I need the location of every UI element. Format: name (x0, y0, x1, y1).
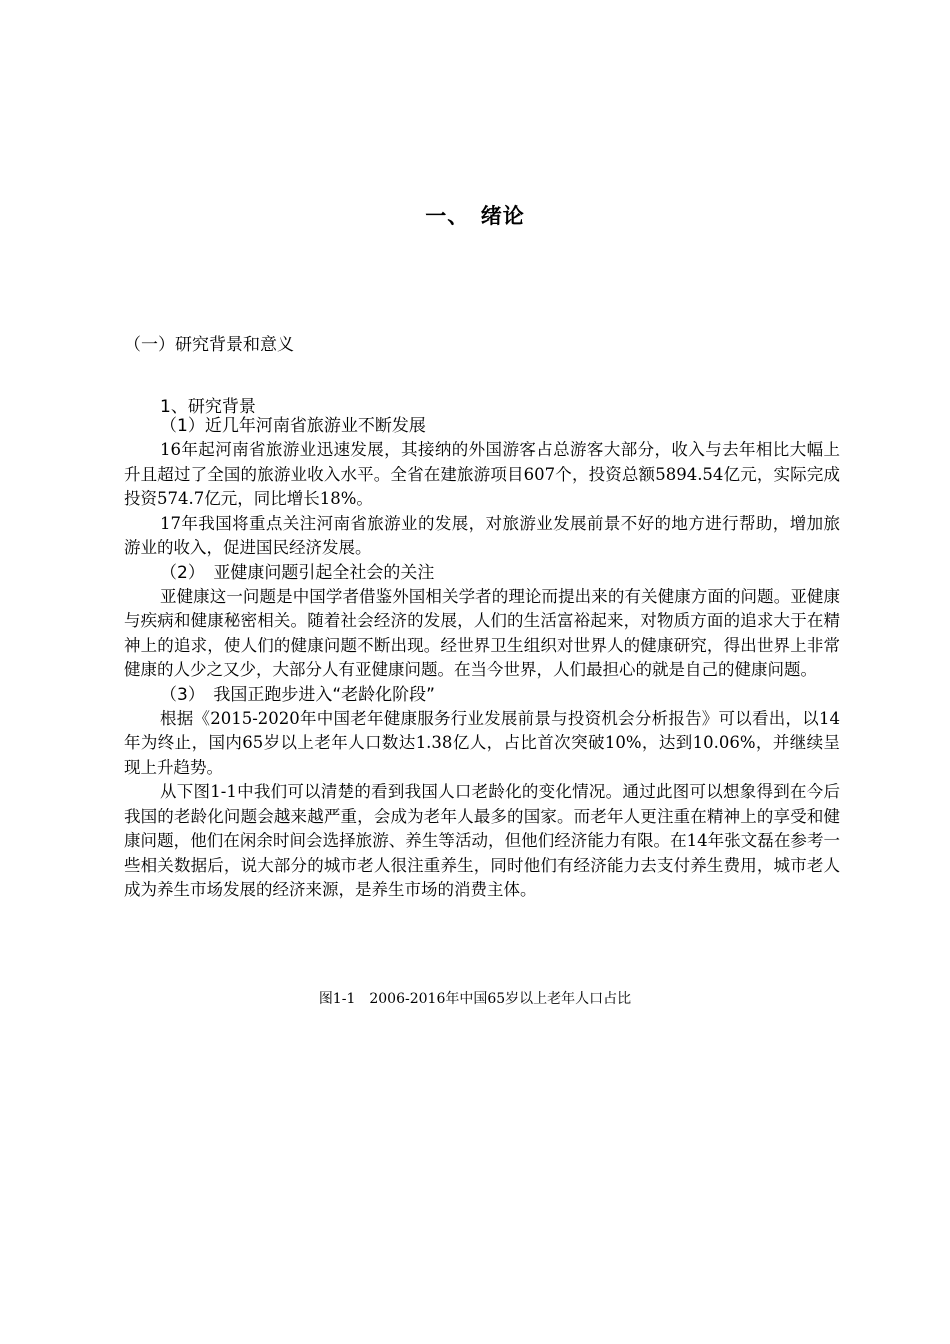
part-heading-1: （1）近几年河南省旅游业不断发展 (160, 416, 426, 436)
section-title: （一）研究背景和意义 (124, 335, 294, 355)
chapter-title: 一、 绪论 (425, 204, 525, 228)
body-text (124, 414, 840, 903)
paragraph: 16年起河南省旅游业迅速发展，其接纳的外国游客占总游客大部分，收入与去年相比大幅上升且超过了全国的旅游业收入水平。全省在建旅游项目607个，投资总额5894.54亿元，实际完成投资574.7亿元，同比增长18%。 (124, 440, 840, 508)
part-heading-2: （2） 亚健康问题引起全社会的关注 (160, 562, 435, 583)
part-heading-3: （3） 我国正跑步进入“老龄化阶段” (160, 684, 435, 705)
figure-caption: 图1-1 2006-2016年中国65岁以上老年人口占比 (318, 991, 632, 1007)
subsection-title: 1、研究背景 (160, 397, 256, 417)
paragraph: 从下图1-1中我们可以清楚的看到我国人口老龄化的变化情况。通过此图可以想象得到在今后我国的老龄化问题会越来越严重，会成为老年人最多的国家。而老年人更注重在精神上的享受和健康问题，他们在闲余时间会选择旅游、养生等活动，但他们经济能力有限。在14年张文磊在参考一些相关数据后，说大部分的城市老人很注重养生，同时他们有经济能力去支付养生费用，城市老人成为养生市场发展的经济来源，是养生市场的消费主体。 (124, 782, 840, 899)
paragraph: 根据《2015-2020年中国老年健康服务行业发展前景与投资机会分析报告》可以看出，以14年为终止，国内65岁以上老年人口数达1.38亿人，占比首次突破10%，达到10.06%，并继续呈现上升趋势。 (124, 708, 840, 777)
paragraph: 17年我国将重点关注河南省旅游业的发展，对旅游业发展前景不好的地方进行帮助，增加旅游业的收入，促进国民经济发展。 (124, 513, 840, 557)
paragraph: 亚健康这一问题是中国学者借鉴外国相关学者的理论而提出来的有关健康方面的问题。亚健康与疾病和健康秘密相关。随着社会经济的发展，人们的生活富裕起来，对物质方面的追求大于在精神上的追求，使人们的健康问题不断出现。经世界卫生组织对世界人的健康研究，得出世界上非常健康的人少之又少，大部分人有亚健康问题。在当今世界，人们最担心的就是自己的健康问题。 (124, 586, 840, 679)
